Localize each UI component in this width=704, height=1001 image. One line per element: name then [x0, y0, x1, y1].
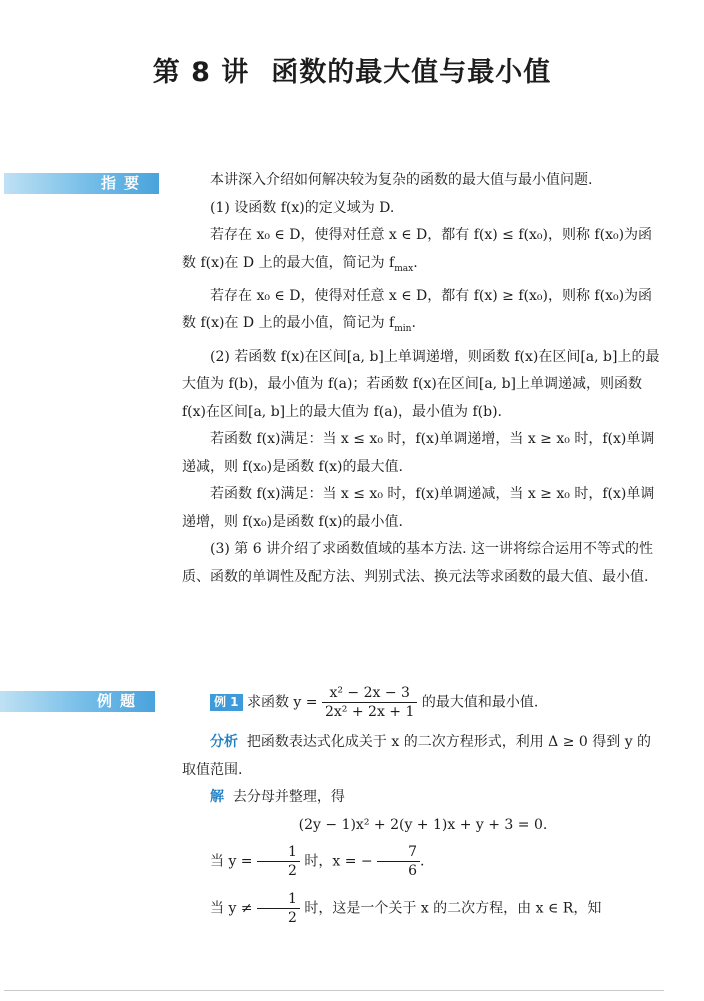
solution-label: 解 — [210, 789, 224, 805]
page-bottom-rule — [4, 990, 664, 991]
example-case-2: 当 y ≠ $\frac{1}{2}$ 时，这是一个关于 x 的二次方程，由 x ∈ R，知 — [210, 891, 602, 926]
example-badge: 例 1 — [210, 694, 243, 711]
example-equation: (2y − 1)x² + 2(y + 1)x + y + 3 = 0. — [298, 816, 548, 833]
example-tag: 例题 — [0, 691, 155, 712]
summary-point-1b: 若存在 x₀ ∈ D，使得对任意 x ∈ D，都有 f(x) ≥ f(x₀)，则称 f(x₀)为函数 f(x)在 D 上的最小值，简记为 $f_{min}$. — [182, 287, 653, 335]
summary-intro: 本讲深入介绍如何解决较为复杂的函数的最大值与最小值问题. — [210, 172, 593, 188]
summary-section — [182, 167, 664, 591]
summary-point-2: (2) 若函数 f(x)在区间[a, b]上单调递增，则函数 f(x)在区间[a, b]上的最大值为 f(b)，最小值为 f(a)；若函数 f(x)在区间[a, b]上单调递减，则函数 f(x)在区间[a, b]上的最大值为 f(a)，最小值为 f(b). — [182, 348, 660, 420]
analysis-label: 分析 — [210, 734, 238, 750]
summary-point-1a: 若存在 x₀ ∈ D，使得对任意 x ∈ D，都有 f(x) ≤ f(x₀)，则称 f(x₀)为函数 f(x)在 D 上的最大值，简记为 $f_{max}$. — [182, 227, 653, 274]
summary-point-2b: 若函数 f(x)满足：当 x ≤ x₀ 时，f(x)单调递减，当 x ≥ x₀ 时，f(x)单调递增，则 f(x₀)是函数 f(x)的最小值. — [182, 486, 655, 530]
example-prompt: 例 1 求函数 y = $\frac{\text{x² − 2x − 3}}{\text{2x² + 2x + 1}}$ 的最大值和最小值. — [182, 684, 664, 721]
example-solution: 解 去分母并整理，得 — [210, 789, 345, 805]
example-section — [182, 684, 664, 927]
lecture-title: 函数的最大值与最小值 — [271, 57, 552, 88]
summary-point-2a: 若函数 f(x)满足：当 x ≤ x₀ 时，f(x)单调递增，当 x ≥ x₀ 时，f(x)单调递减，则 f(x₀)是函数 f(x)的最大值. — [182, 431, 655, 475]
summary-tag: 指要 — [4, 173, 159, 194]
example-case-1: 当 y = $\frac{1}{2}$ 时，x = − $\frac{7}{6}$ . — [210, 844, 425, 879]
example-analysis: 分析 把函数表达式化成关于 x 的二次方程形式，利用 Δ ≥ 0 得到 y 的取值范围. — [182, 734, 652, 778]
page-title — [0, 50, 704, 89]
summary-point-1: (1) 设函数 f(x)的定义域为 D. — [210, 199, 395, 216]
summary-point-3: (3) 第 6 讲介绍了求函数值域的基本方法. 这一讲将综合运用不等式的性质、函数的单调性及配方法、判别式法、换元法等求函数的最大值、最小值. — [182, 541, 653, 585]
lecture-number: 第 8 讲 — [152, 57, 250, 88]
example-fraction: $\frac{\text{x² − 2x − 3}}{\text{2x² + 2x + 1}}$ — [322, 684, 417, 721]
